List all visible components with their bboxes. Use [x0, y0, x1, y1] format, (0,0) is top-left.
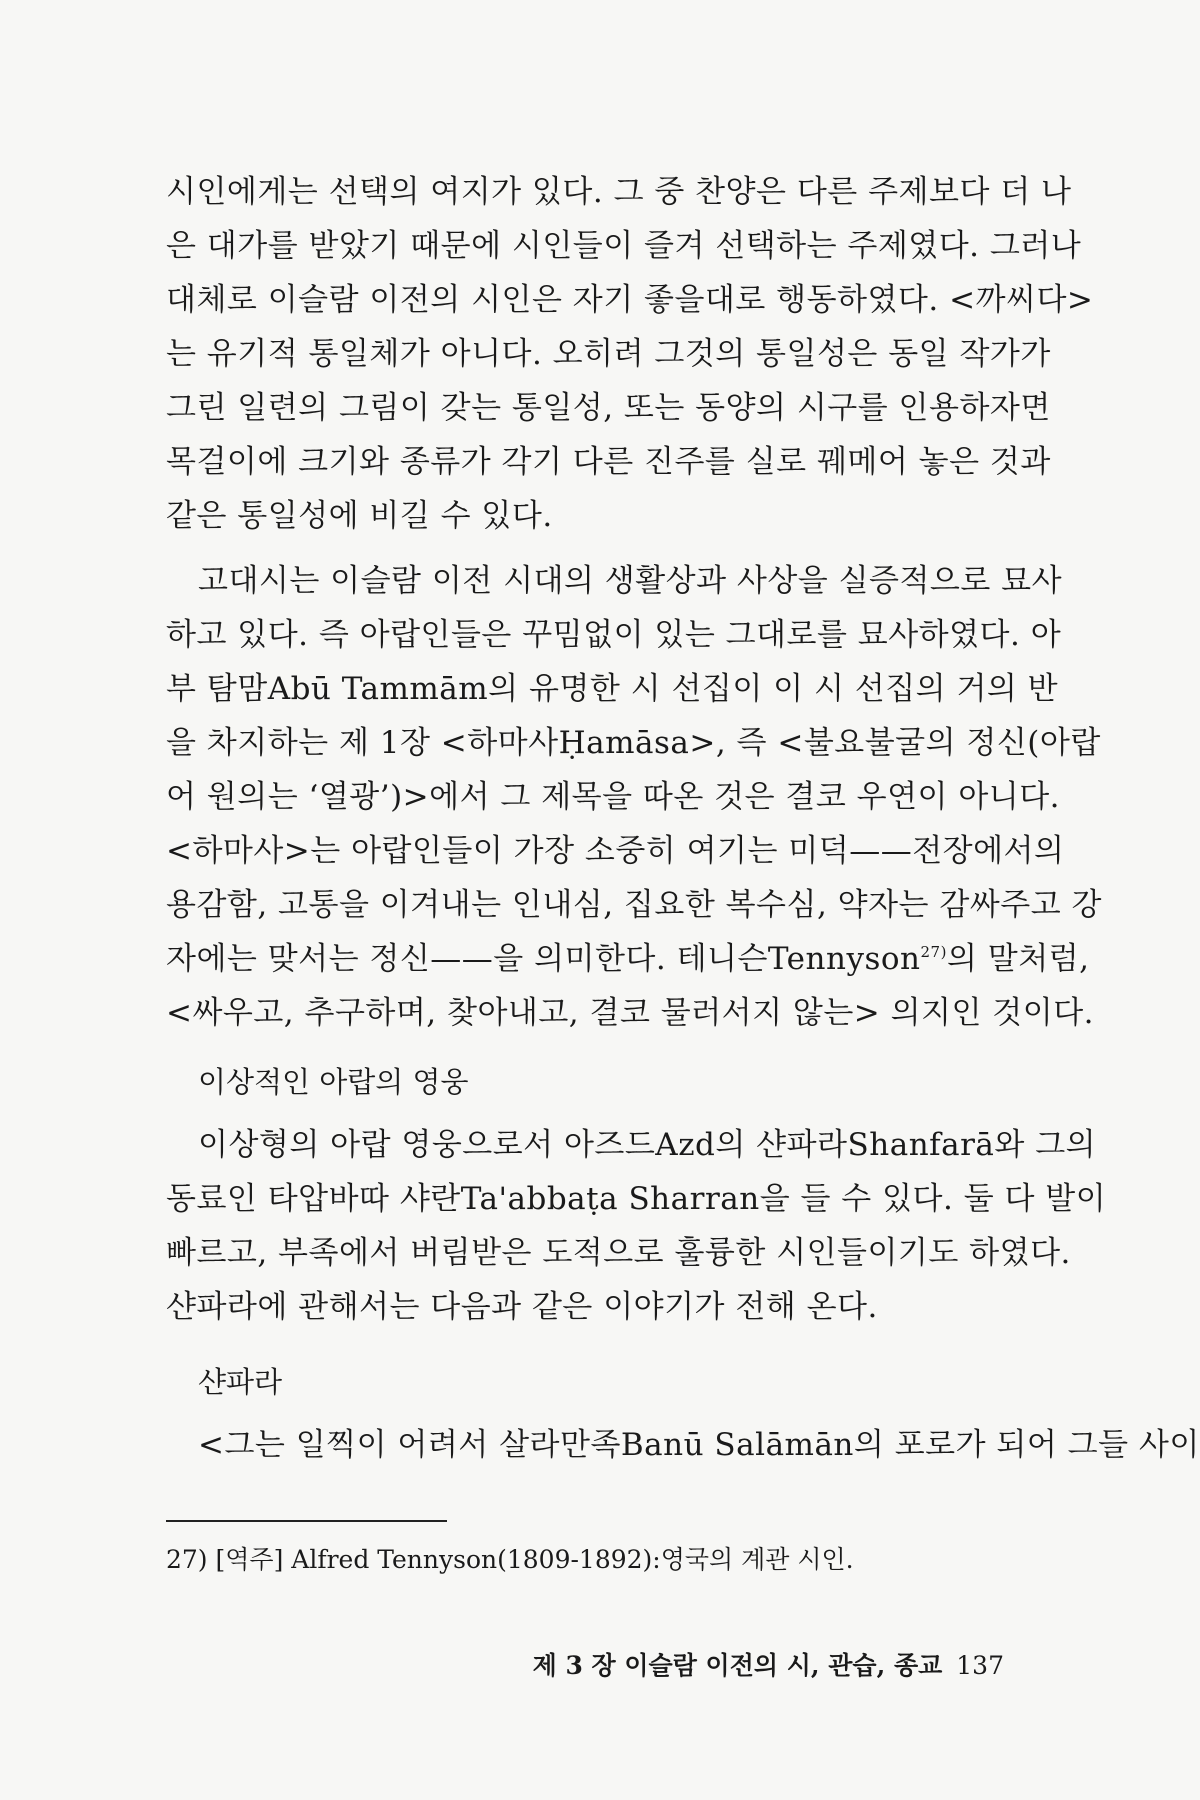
text-line: 샨파라에 관해서는 다음과 같은 이야기가 전해 온다. — [166, 1289, 878, 1325]
text-line: 빠르고, 부족에서 버림받은 도적으로 훌륭한 시인들이기도 하였다. — [166, 1235, 1071, 1271]
text-line: 시인에게는 선택의 여지가 있다. 그 중 찬양은 다른 주제보다 더 나 — [166, 174, 1072, 210]
footnote: 27) [역주] Alfred Tennyson(1809-1892):영국의 계관 시인. — [166, 1545, 854, 1574]
text-line-head: 자에는 맞서는 정신——을 의미한다. 테니슨Tennyson — [166, 941, 921, 977]
text-line: 는 유기적 통일체가 아니다. 오히려 그것의 통일성은 동일 작가가 — [166, 336, 1051, 372]
paragraph-2 — [166, 554, 1102, 1040]
text-line: 을 차지하는 제 1장 <하마사Ḥamāsa>, 즉 <불요불굴의 정신(아랍 — [166, 725, 1101, 761]
text-line: 하고 있다. 즉 아랍인들은 꾸밈없이 있는 그대로를 묘사하였다. 아 — [166, 617, 1062, 653]
text-line: 대체로 이슬람 이전의 시인은 자기 좋을대로 행동하였다. <까씨다> — [166, 282, 1094, 318]
text-line: 용감함, 고통을 이겨내는 인내심, 집요한 복수심, 약자는 감싸주고 강 — [166, 887, 1102, 923]
text-line: <싸우고, 추구하며, 찾아내고, 결코 물러서지 않는> 의지인 것이다. — [166, 995, 1094, 1031]
text-line: 어 원의는 ‘열광’)>에서 그 제목을 따온 것은 결코 우연이 아니다. — [166, 779, 1061, 815]
text-line: 그린 일련의 그림이 갖는 통일성, 또는 동양의 시구를 인용하자면 — [166, 390, 1051, 426]
section-heading: 이상적인 아랍의 영웅 — [198, 1065, 469, 1099]
text-line: 이상형의 아랍 영웅으로서 아즈드Azd의 샨파라Shanfarā와 그의 — [198, 1127, 1097, 1163]
text-line: 부 탐맘Abū Tammām의 유명한 시 선집이 이 시 선집의 거의 반 — [166, 671, 1059, 707]
text-line: 같은 통일성에 비길 수 있다. — [166, 498, 553, 534]
running-title: 제 3 장 이슬람 이전의 시, 관습, 종교 — [532, 1651, 943, 1680]
quotation — [166, 1418, 1200, 1472]
text-line: <그는 일찍이 어려서 살라만족Banū Salāmān의 포로가 되어 그들 사이 — [198, 1427, 1200, 1463]
text-line-tail: 의 말처럼, — [946, 941, 1090, 977]
page-footer — [533, 1648, 1004, 1684]
paragraph-1 — [166, 165, 1094, 543]
footnote-divider — [166, 1520, 447, 1522]
subsection-heading: 샨파라 — [198, 1365, 283, 1399]
text-line-with-footnote — [166, 932, 1090, 986]
text-line: <하마사>는 아랍인들이 가장 소중히 여기는 미덕——전장에서의 — [166, 833, 1065, 869]
page-number: 137 — [956, 1651, 1004, 1680]
text-line: 은 대가를 받았기 때문에 시인들이 즐겨 선택하는 주제였다. 그러나 — [166, 228, 1082, 264]
paragraph-3 — [166, 1118, 1107, 1334]
text-line: 동료인 타압바따 샤란Ta'abbaṭa Sharran을 들 수 있다. 둘 다 발이 — [166, 1181, 1107, 1217]
text-line: 목걸이에 크기와 종류가 각기 다른 진주를 실로 꿰메어 놓은 것과 — [166, 444, 1051, 480]
text-line: 고대시는 이슬람 이전 시대의 생활상과 사상을 실증적으로 묘사 — [198, 563, 1063, 599]
footnote-reference[interactable]: 27) — [920, 943, 947, 961]
